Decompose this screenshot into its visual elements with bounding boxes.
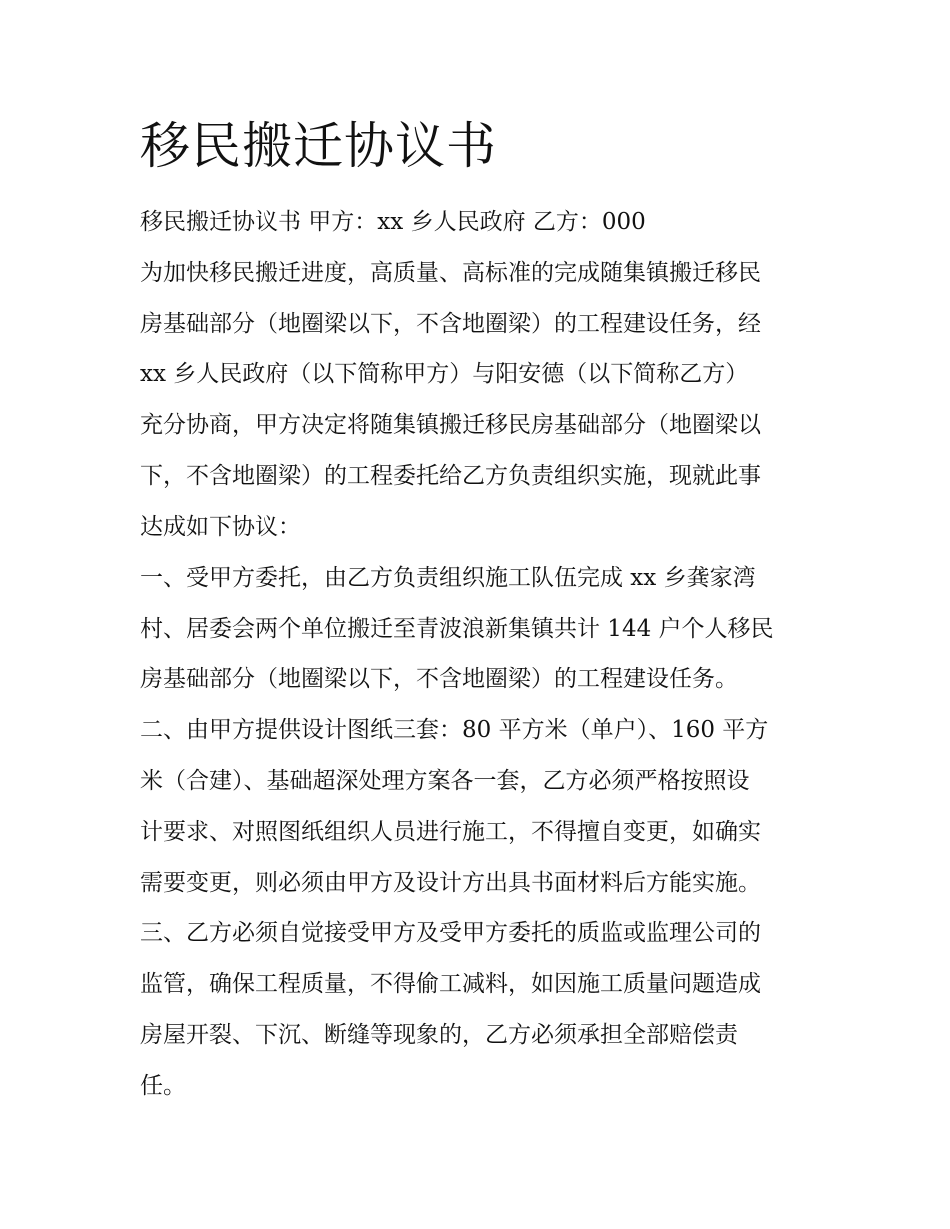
- text-line: 监管，确保工程质量，不得偷工减料，如因施工质量问题造成: [140, 971, 761, 997]
- text-line: 三、乙方必须自觉接受甲方及受甲方委托的质监或监理公司的: [140, 920, 761, 946]
- text-line: 达成如下协议：: [140, 514, 301, 540]
- text-line: 一、受甲方委托，由乙方负责组织施工队伍完成 xx 乡龚家湾: [140, 565, 756, 591]
- text-line: 需要变更，则必须由甲方及设计方出具书面材料后方能实施。: [140, 870, 761, 896]
- text-line: 任。: [140, 1073, 186, 1099]
- text-line: 充分协商，甲方决定将随集镇搬迁移民房基础部分（地圈梁以: [140, 412, 761, 438]
- text-line: 村、居委会两个单位搬迁至青波浪新集镇共计 144 户个人移民: [140, 616, 774, 642]
- text-line: 房基础部分（地圈梁以下，不含地圈梁）的工程建设任务。: [140, 666, 738, 692]
- text-line: 移民搬迁协议书 甲方：xx 乡人民政府 乙方：000: [140, 209, 646, 235]
- text-line: 房屋开裂、下沉、断缝等现象的，乙方必须承担全部赔偿责: [140, 1022, 738, 1048]
- document-title: 移民搬迁协议书: [140, 117, 497, 175]
- text-line: xx 乡人民政府（以下简称甲方）与阳安德（以下简称乙方）: [140, 361, 749, 387]
- text-line: 二、由甲方提供设计图纸三套：80 平方米（单户）、160 平方: [140, 717, 769, 743]
- text-line: 米（合建）、基础超深处理方案各一套，乙方必须严格按照设: [140, 768, 750, 794]
- text-line: 房基础部分（地圈梁以下，不含地圈梁）的工程建设任务，经: [140, 311, 761, 337]
- text-line: 计要求、对照图纸组织人员进行施工，不得擅自变更，如确实: [140, 819, 761, 845]
- text-line: 下，不含地圈梁）的工程委托给乙方负责组织实施，现就此事: [140, 463, 761, 489]
- text-line: 为加快移民搬迁进度，高质量、高标准的完成随集镇搬迁移民: [140, 260, 761, 286]
